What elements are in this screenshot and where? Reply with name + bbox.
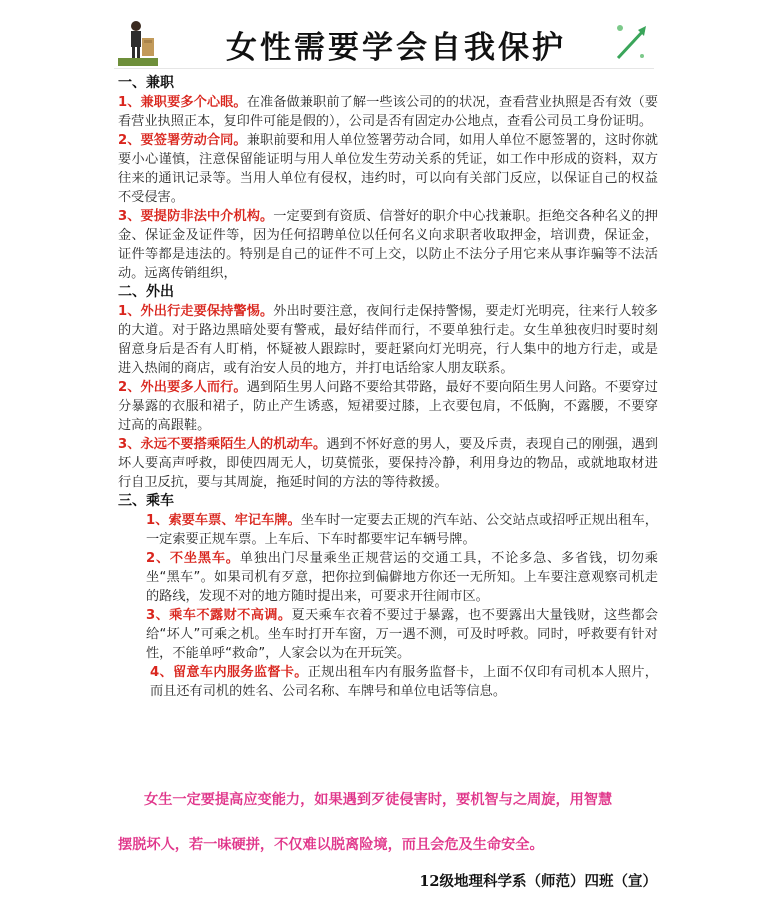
item-lead: 3、要提防非法中介机构。 <box>118 209 274 224</box>
item-lead: 1、外出行走要保持警惕。 <box>118 304 274 319</box>
figure-illustration <box>118 18 158 66</box>
closing-note <box>118 790 658 855</box>
item-lead: 2、外出要多人而行。 <box>118 380 247 395</box>
parttime-item-3 <box>118 207 658 283</box>
item-lead: 2、要签署劳动合同。 <box>118 133 247 148</box>
item-lead: 3、乘车不露财不高调。 <box>146 608 292 623</box>
item-body: 单独出门尽量乘坐正规营运的交通工具，不论多急、多省钱，切勿乘坐“黑车”。如果司机有歹意，把你拉到偏僻地方你还一无所知。上车要注意观察司机走的路线，发现不对的地方随时提出来，可要求开往闹市区。 <box>146 551 658 604</box>
riding-item-2 <box>118 549 658 606</box>
item-body: 夏天乘车衣着不要过于暴露，也不要露出大量钱财，这些都会给“坏人”可乘之机。坐车时打开车窗，万一遇不测，可及时呼救。同时，呼救要有针对性，不能单呼“救命”，人家会以为在开玩笑。 <box>146 608 658 661</box>
going-out-item-3 <box>118 435 658 492</box>
item-body: 外出时要注意，夜间行走保持警惕，要走灯光明亮，往来行人较多的大道。对于路边黑暗处要有警戒，最好结伴而行，不要单独行走。女生单独夜归时要时刻留意身后是否有人盯梢，怀疑被人跟踪时，要赶紧向灯光明亮，行人集中的地方行走，或是进入热闹的商店，或有治安人员的地方，并打电话给家人朋友联系。 <box>118 304 658 376</box>
riding-item-1 <box>118 511 658 549</box>
item-lead: 1、兼职要多个心眼。 <box>118 95 247 110</box>
section-heading-parttime: 一、兼职 <box>118 75 174 91</box>
closing-line-1: 女生一定要提高应变能力，如果遇到歹徒侵害时，要机智与之周旋，用智慧 <box>144 792 613 808</box>
going-out-item-1 <box>118 302 658 378</box>
page-title: 女性需要学会自我保护 <box>226 30 566 66</box>
item-lead: 2、不坐黑车。 <box>146 551 240 566</box>
riding-item-4 <box>118 663 658 701</box>
item-body: 遇到陌生男人问路不要给其带路，最好不要向陌生男人问路。不要穿过分暴露的衣服和裙子，防止产生诱惑，短裙要过膝，上衣要包肩，不低胸，不露腰，不要穿过高的高跟鞋。 <box>118 380 658 433</box>
section-heading-going-out: 二、外出 <box>118 284 174 300</box>
item-body: 一定要到有资质、信誉好的职介中心找兼职。拒绝交各种名义的押金、保证金及证件等，因为任何招聘单位以任何名义向求职者收取押金，培训费，保证金，证件等都是违法的。特别是自己的证件不可上交，以防止不法分子用它来从事诈骗等不法活动。远离传销组织， <box>118 209 658 281</box>
class-signature: 12级地理科学系（师范）四班（宣） <box>419 873 657 890</box>
parttime-item-1 <box>118 93 658 131</box>
item-lead: 1、索要车票、牢记车牌。 <box>146 513 301 528</box>
riding-item-3 <box>118 606 658 663</box>
article-body <box>118 74 658 701</box>
closing-line-2: 摆脱坏人，若一味硬拼，不仅难以脱离险境，而且会危及生命安全。 <box>118 837 544 853</box>
item-body: 在准备做兼职前了解一些该公司的的状况，查看营业执照是否有效（要看营业执照正本，复印件可能是假的），公司是否有固定办公地点，查看公司员工身份证明。 <box>118 95 658 129</box>
section-heading-riding: 三、乘车 <box>118 493 174 509</box>
parttime-item-2 <box>118 131 658 207</box>
going-out-item-2 <box>118 378 658 435</box>
item-body: 兼职前要和用人单位签署劳动合同，如用人单位不愿签署的，这时你就要小心谨慎，注意保留能证明与用人单位发生劳动关系的凭证，如工作中形成的资料，双方往来的通讯记录等。当用人单位有侵权，违约时，可以向有关部门反应，以保证自己的权益不受侵害。 <box>118 133 658 205</box>
item-body: 遇到不怀好意的男人，要及斥责，表现自己的刚强，遇到坏人要高声呼救，即使四周无人，切莫慌张，要保持冷静，利用身边的物品，或就地取材进行自卫反抗，要与其周旋，拖延时间的方法的等待救援。 <box>118 437 658 490</box>
item-body: 正规出租车内有服务监督卡，上面不仅印有司机本人照片，而且还有司机的姓名、公司名称、车牌号和单位电话等信息。 <box>150 665 658 699</box>
item-lead: 3、永远不要搭乘陌生人的机动车。 <box>118 437 327 452</box>
arrow-icon <box>612 20 652 64</box>
title-banner <box>114 16 654 69</box>
item-lead: 4、留意车内服务监督卡。 <box>150 665 308 680</box>
item-body: 坐车时一定要去正规的汽车站、公交站点或招呼正规出租车，一定索要正规车票。上车后、下车时都要牢记车辆号牌。 <box>146 513 658 547</box>
